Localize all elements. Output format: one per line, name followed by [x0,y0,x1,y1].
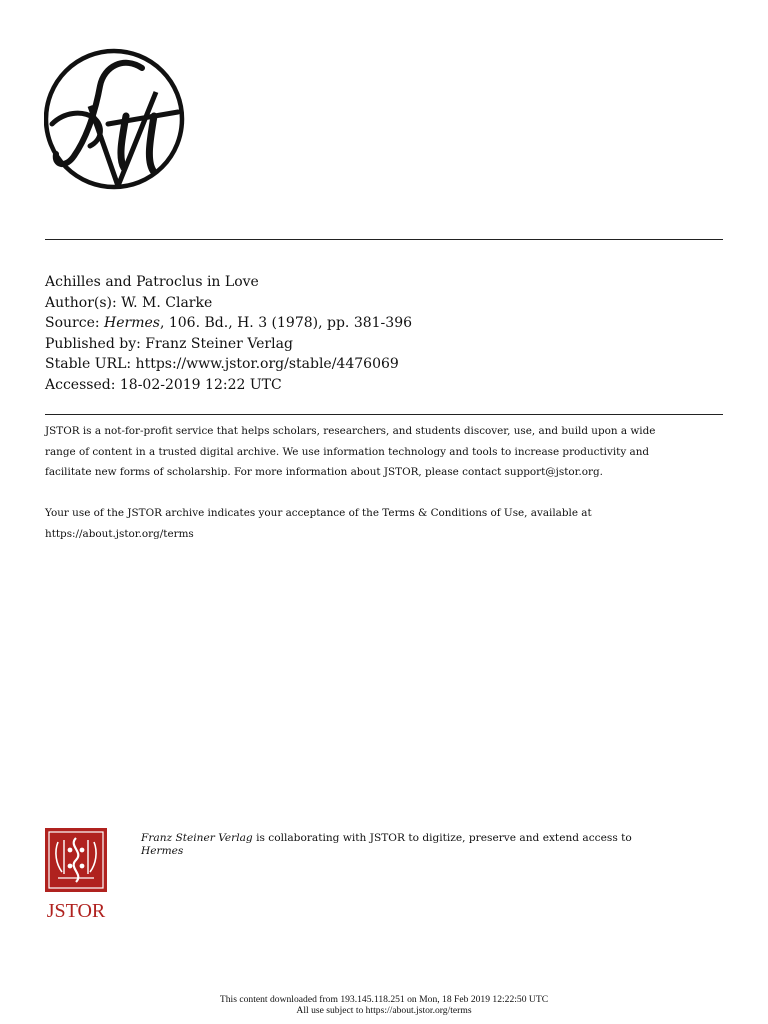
collab-journal: Hermes [141,845,184,857]
article-publisher [45,334,412,355]
accessed-label: Accessed: [45,376,116,393]
top-divider [45,239,723,240]
article-stable-url [45,354,412,375]
collaboration-line [141,832,632,845]
middle-divider [45,414,723,415]
accessed-value: 18-02-2019 12:22 UTC [119,376,282,393]
jstor-wordmark: JSTOR [46,900,106,922]
source-journal: Hermes [104,315,160,332]
authors-value: W. M. Clarke [121,294,213,311]
collaboration-line [141,845,632,858]
terms-notice-paragraph [45,503,735,544]
notice-line: JSTOR is a not-for-profit service that helps scholars, researchers, and students discover, use, and build upon a wide [45,425,656,437]
article-accessed [45,375,412,396]
footer-download-line: This content downloaded from 193.145.118.251 on Mon, 18 Feb 2019 12:22:50 UTC [219,994,549,1005]
stable-url-label: Stable URL: [45,356,132,373]
stable-url-link[interactable]: https://www.jstor.org/stable/4476069 [135,356,399,373]
article-authors [45,293,412,314]
article-source [45,313,412,334]
collaboration-statement [141,832,632,858]
footer-terms-line: All use subject to https://about.jstor.org/terms [296,1005,472,1016]
jstor-logo [44,828,110,922]
source-details: , 106. Bd., H. 3 (1978), pp. 381-396 [159,315,413,332]
article-metadata [45,272,412,396]
notice-line: range of content in a trusted digital archive. We use information technology and tools to increase productivity and [45,445,650,458]
publisher-label: Published by: [45,335,141,352]
download-footer [0,994,768,1016]
publisher-logo [44,46,186,192]
jstor-notice-paragraph [45,421,735,483]
collab-text: is collaborating with JSTOR to digitize, preserve and extend access to [252,832,632,844]
notice-line: Your use of the JSTOR archive indicates your acceptance of the Terms & Conditions of Use, available at [45,507,592,519]
collab-publisher: Franz Steiner Verlag [141,832,253,844]
notice-line: facilitate new forms of scholarship. For more information about JSTOR, please contact support@jstor.org. [45,466,603,478]
authors-label: Author(s): [45,294,117,311]
article-title: Achilles and Patroclus in Love [45,274,259,290]
publisher-value: Franz Steiner Verlag [145,335,293,352]
terms-link[interactable]: https://about.jstor.org/terms [45,527,194,540]
source-label: Source: [45,315,100,332]
